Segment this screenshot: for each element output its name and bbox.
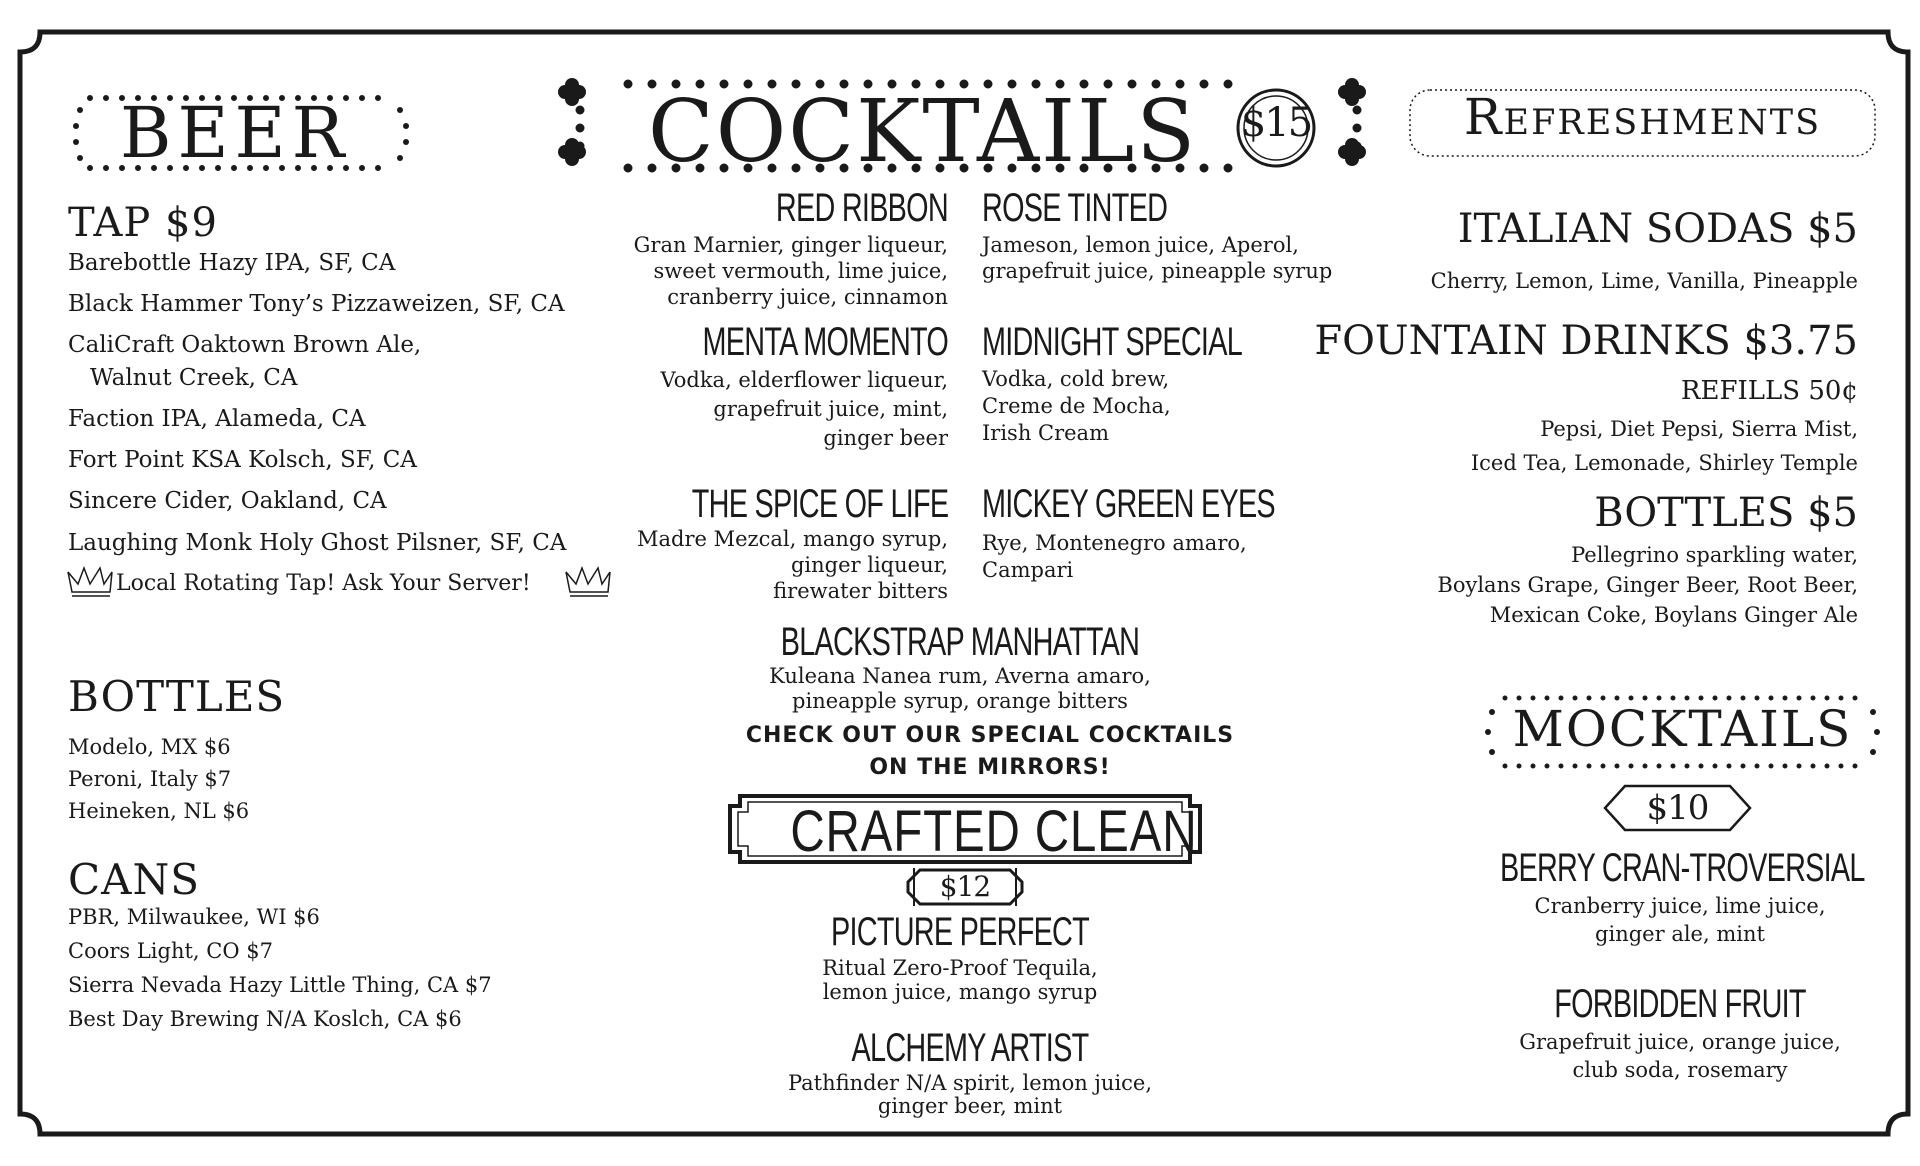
mocktail-name: BERRY CRAN-TROVERSIAL	[1500, 846, 1865, 890]
italian-sodas-flavors: Cherry, Lemon, Lime, Vanilla, Pineapple	[1430, 269, 1858, 293]
can-item: PBR, Milwaukee, WI $6	[68, 905, 320, 929]
fountain-drinks-heading: FOUNTAIN DRINKS $3.75	[1314, 318, 1858, 364]
fountain-drinks-list: Pepsi, Diet Pepsi, Sierra Mist,	[1540, 417, 1858, 441]
tap-item: Faction IPA, Alameda, CA	[68, 406, 366, 432]
tap-heading: TAP $9	[68, 200, 218, 246]
cans-heading: CANS	[68, 855, 200, 904]
refresh-bottles-heading: BOTTLES $5	[1594, 490, 1858, 536]
mirror-specials-note: CHECK OUT OUR SPECIAL COCKTAILS ON THE MIRRORS!	[745, 723, 1235, 780]
mocktail-desc: Cranberry juice, lime juice, ginger ale, mint	[1534, 894, 1826, 946]
beer-heading: BEER	[120, 92, 351, 174]
cocktail-desc: Madre Mezcal, mango syrup, ginger liqueur, firewater bitters	[637, 527, 948, 603]
refills-label: REFILLS 50¢	[1680, 376, 1858, 406]
tap-item: Local Rotating Tap! Ask Your Server!	[116, 571, 531, 596]
mocktails-heading: MOCKTAILS	[1512, 700, 1853, 758]
mocktail-name: FORBIDDEN FRUIT	[1554, 982, 1806, 1026]
refreshments-heading: Refreshments	[1463, 88, 1822, 146]
cocktail-desc: Vodka, elderflower liqueur, grapefruit juice, mint, ginger beer	[660, 368, 948, 450]
cocktail-name: MICKEY GREEN EYES	[982, 482, 1275, 526]
fountain-drinks-list: Iced Tea, Lemonade, Shirley Temple	[1470, 451, 1858, 475]
tap-item: Barebottle Hazy IPA, SF, CA	[68, 250, 396, 276]
mocktail-desc: Grapefruit juice, orange juice, club soda, rosemary	[1519, 1030, 1841, 1082]
bottles-heading: BOTTLES	[68, 672, 286, 721]
crafted-desc: Ritual Zero-Proof Tequila, lemon juice, mango syrup	[822, 956, 1098, 1004]
cocktails-price: $15	[1240, 100, 1312, 146]
tap-item: Laughing Monk Holy Ghost Pilsner, SF, CA	[68, 530, 567, 556]
refresh-bottles-line: Mexican Coke, Boylans Ginger Ale	[1489, 603, 1858, 627]
crafted-desc: Pathfinder N/A spirit, lemon juice, ginger beer, mint	[787, 1071, 1153, 1118]
can-item: Sierra Nevada Hazy Little Thing, CA $7	[68, 973, 492, 997]
crafted-name: ALCHEMY ARTIST	[851, 1026, 1089, 1070]
bottle-item: Modelo, MX $6	[68, 735, 231, 759]
cocktails-heading: COCKTAILS	[648, 82, 1198, 182]
crown-icon	[566, 568, 610, 596]
refresh-bottles-line: Pellegrino sparkling water,	[1571, 543, 1858, 567]
tap-item: Fort Point KSA Kolsch, SF, CA	[68, 447, 417, 473]
bottle-item: Heineken, NL $6	[68, 799, 250, 823]
italian-sodas-heading: ITALIAN SODAS $5	[1457, 206, 1858, 252]
tap-item: Walnut Creek, CA	[90, 365, 298, 391]
cocktail-name: THE SPICE OF LIFE	[691, 482, 948, 526]
cocktail-name: MENTA MOMENTO	[702, 320, 948, 364]
tap-item: Sincere Cider, Oakland, CA	[68, 488, 387, 514]
crafted-clean-heading: CRAFTED CLEAN	[790, 799, 1198, 864]
can-item: Coors Light, CO $7	[68, 939, 273, 963]
cocktail-name: RED RIBBON	[775, 186, 948, 230]
crown-icon	[68, 568, 112, 596]
cocktail-desc: Rye, Montenegro amaro, Campari	[982, 531, 1247, 582]
crafted-clean-price: $12	[939, 870, 991, 903]
cocktail-desc: Kuleana Nanea rum, Averna amaro, pineapple syrup, orange bitters	[769, 664, 1151, 713]
cocktail-name: MIDNIGHT SPECIAL	[982, 320, 1242, 364]
cocktail-name: ROSE TINTED	[982, 186, 1168, 230]
tap-item: Black Hammer Tony’s Pizzaweizen, SF, CA	[68, 291, 565, 317]
can-item: Best Day Brewing N/A Koslch, CA $6	[68, 1007, 462, 1031]
refresh-bottles-line: Boylans Grape, Ginger Beer, Root Beer,	[1437, 573, 1858, 597]
bottle-item: Peroni, Italy $7	[68, 767, 232, 791]
cocktail-desc: Jameson, lemon juice, Aperol, grapefruit juice, pineapple syrup	[982, 233, 1333, 283]
crafted-name: PICTURE PERFECT	[830, 910, 1090, 954]
cocktail-desc: Vodka, cold brew, Creme de Mocha, Irish Cream	[982, 367, 1171, 445]
mocktails-price: $10	[1646, 788, 1709, 828]
cocktail-desc: Gran Marnier, ginger liqueur, sweet vermouth, lime juice, cranberry juice, cinnamon	[633, 233, 948, 309]
tap-item: CaliCraft Oaktown Brown Ale,	[68, 332, 422, 358]
cocktail-name: BLACKSTRAP MANHATTAN	[780, 620, 1140, 664]
